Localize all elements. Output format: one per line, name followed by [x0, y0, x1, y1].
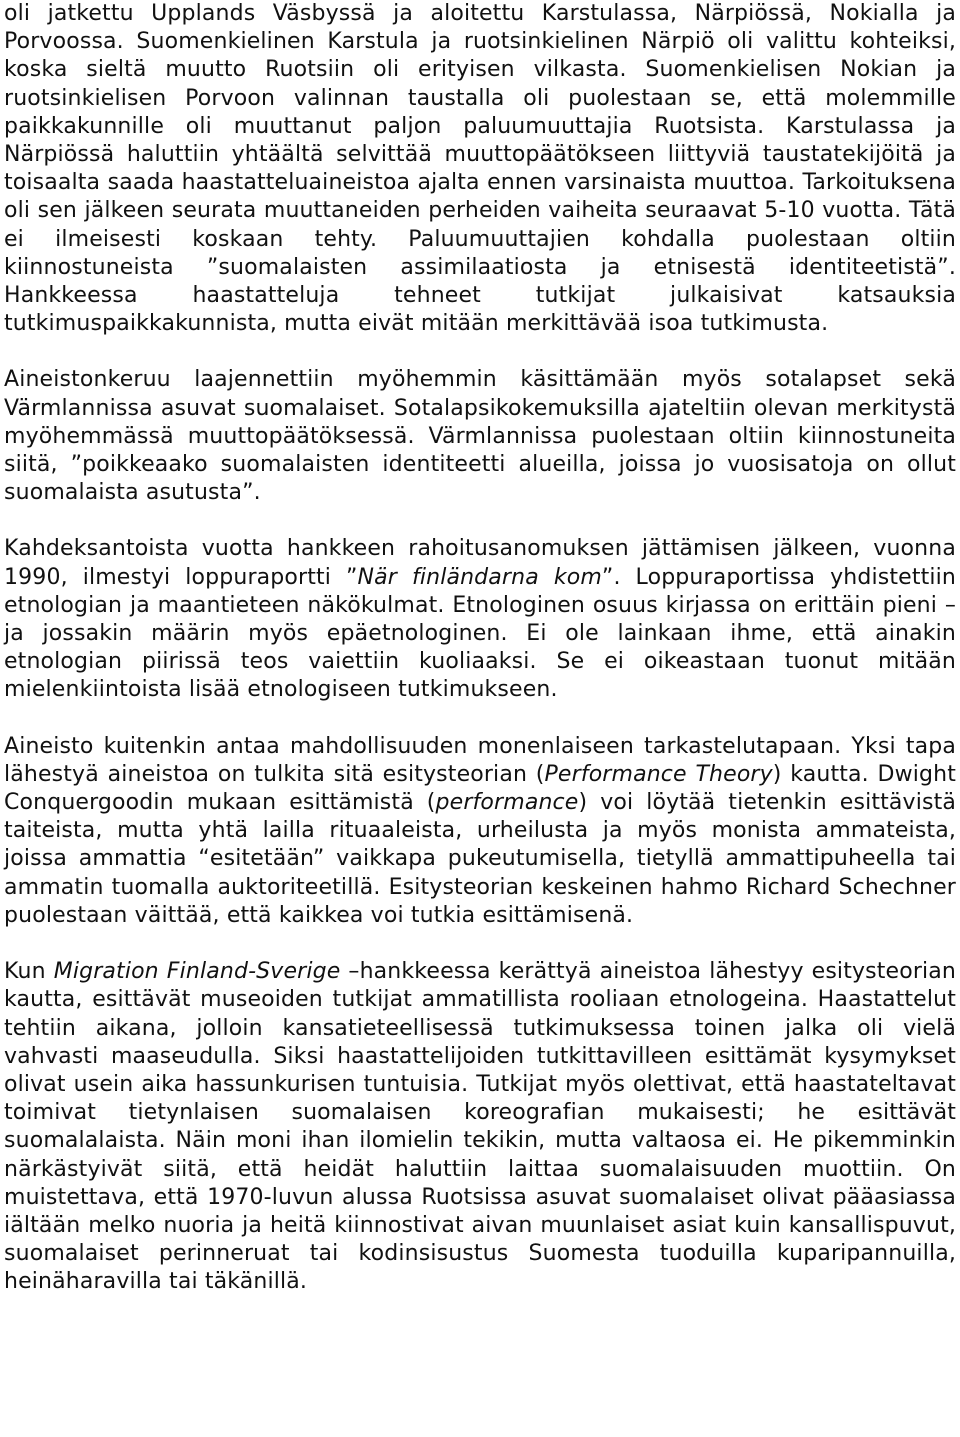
paragraph-3: [4, 535, 956, 704]
term-performance-theory: Performance Theory: [544, 761, 773, 787]
paragraph-3-text-a: Kahdeksantoista vuotta hankkeen rahoitusanomuksen jättämisen jälkeen, vuonna 1990, ilmestyi loppuraportti ”: [4, 536, 956, 590]
paragraph-4-text-b: ) kautta. Dwight Conquergoodin mukaan esittämistä (: [4, 761, 956, 816]
paragraph-4: [4, 733, 956, 930]
report-title: När finländarna kom: [357, 564, 602, 590]
project-name: Migration Finland-Sverige: [53, 959, 341, 985]
paragraph-4-text-a: Aineisto kuitenkin antaa mahdollisuuden monenlaiseen tarkastelutapaan. Yksi tapa lähestyä aineistoa on tulkita sitä esitysteorian (: [4, 733, 956, 787]
paragraph-4-text-c: ) voi löytää tietenkin esittävistä taiteista, mutta yhtä lailla rituaaleista, urheilusta ja myös monista ammateista, joissa ammattia “esitetään” vaikkapa pukeutumisella, tietyllä ammattipuheella tai ammatin tuomalla auktoriteetillä. Esitysteorian keskeinen hahmo Richard Schechner puolestaan väittää, että kaikkea voi tutkia esittämisenä.: [4, 790, 956, 928]
paragraph-5: [4, 958, 956, 1296]
paragraph-5-text-a: Kun: [4, 959, 54, 985]
paragraph-3-text-b: ”. Loppuraportissa yhdistettiin etnologian ja maantieteen näkökulmat. Etnologinen osuus kirjassa on erittäin pieni – ja jossakin määrin myös epäetnologinen. Ei ole lainkaan ihme, että ainakin etnologian piirissä teos vaiettiin kuoliaaksi. Se ei oikeastaan tuonut mitään mielenkiintoista lisää etnologiseen tutkimukseen.: [4, 564, 957, 703]
paragraph-1-text: oli jatkettu Upplands Väsbyssä ja aloitettu Karstulassa, Närpiössä, Nokialla ja Porvoossa. Suomenkielinen Karstula ja ruotsinkielinen Närpiö oli valittu kohteiksi, koska sieltä muutto Ruotsiin oli erityisen vilkasta. Suomenkielisen Nokian ja ruotsinkielisen Porvoon valinnan taustalla oli puolestaan se, että molemmille paikkakunnille oli muuttanut paljon paluumuuttajia Ruotsista. Karstulassa ja Närpiössä haluttiin yhtäältä selvittää muuttopäätökseen liittyviä taustatekijöitä ja toisaalta saada haastatteluaineistoa ajalta ennen varsinaista muuttoa. Tarkoituksena oli sen jälkeen seurata muuttaneiden perheiden vaiheita seuraavat 5-10 vuotta. Tätä ei ilmeisesti koskaan tehty. Paluumuuttajien kohdalla puolestaan oltiin kiinnostuneista ”suomalaisten assimilaatiosta ja etnisestä identiteetistä”. Hankkeessa haastatteluja tehneet tutkijat julkaisivat katsauksia tutkimuspaikkakunnista, mutta eivät mitään merkittävää isoa tutkimusta.: [4, 1, 956, 337]
paragraph-5-text-b: –hankkeessa kerättyä aineistoa lähestyy esitysteorian kautta, esittävät museoiden tutkijat ammatillista rooliaan etnologeina. Haastattelut tehtiin aikana, jolloin kansatieteellisessä tutkimuksessa toinen jalka oli vielä vahvasti maaseudulla. Siksi haastattelijoiden tutkittavilleen esittämät kysymykset olivat usein aika hassunkurisen tuntuisia. Tutkijat myös olettivat, että haastateltavat toimivat tietynlaisen suomalaisen koreografian mukaisesti; he esittävät suomalalaista. Näin moni ihan ilomielin tekikin, mutta valtaosa ei. He pikemminkin närkästyivät siitä, että heidät haluttiin laittaa suomalaisuuden muottiin. On muistettava, että 1970-luvun alussa Ruotsissa asuvat suomalaiset olivat pääasiassa iältään melko nuoria ja heitä kiinnostivat aivan muunlaiset asiat kuin kansallispuvut, suomalaiset perinneruat tai kodinsisustus Suomesta tuoduilla kuparipannuilla, heinäharavilla tai täkänillä.: [4, 959, 957, 1295]
paragraph-2-text: Aineistonkeruu laajennettiin myöhemmin käsittämään myös sotalapset sekä Värmlannissa asuvat suomalaiset. Sotalapsikokemuksilla ajateltiin olevan merkitystä myöhemmässä muuttopäätöksessä. Värmlannissa puolestaan oltiin kiinnostuneita siitä, ”poikkeaako suomalaisten identiteetti alueilla, joissa jo vuosisatoja on ollut suomalaista asutusta”.: [4, 367, 956, 506]
paragraph-1: [4, 0, 956, 338]
term-performance: performance: [435, 790, 579, 816]
paragraph-2: [4, 366, 956, 507]
